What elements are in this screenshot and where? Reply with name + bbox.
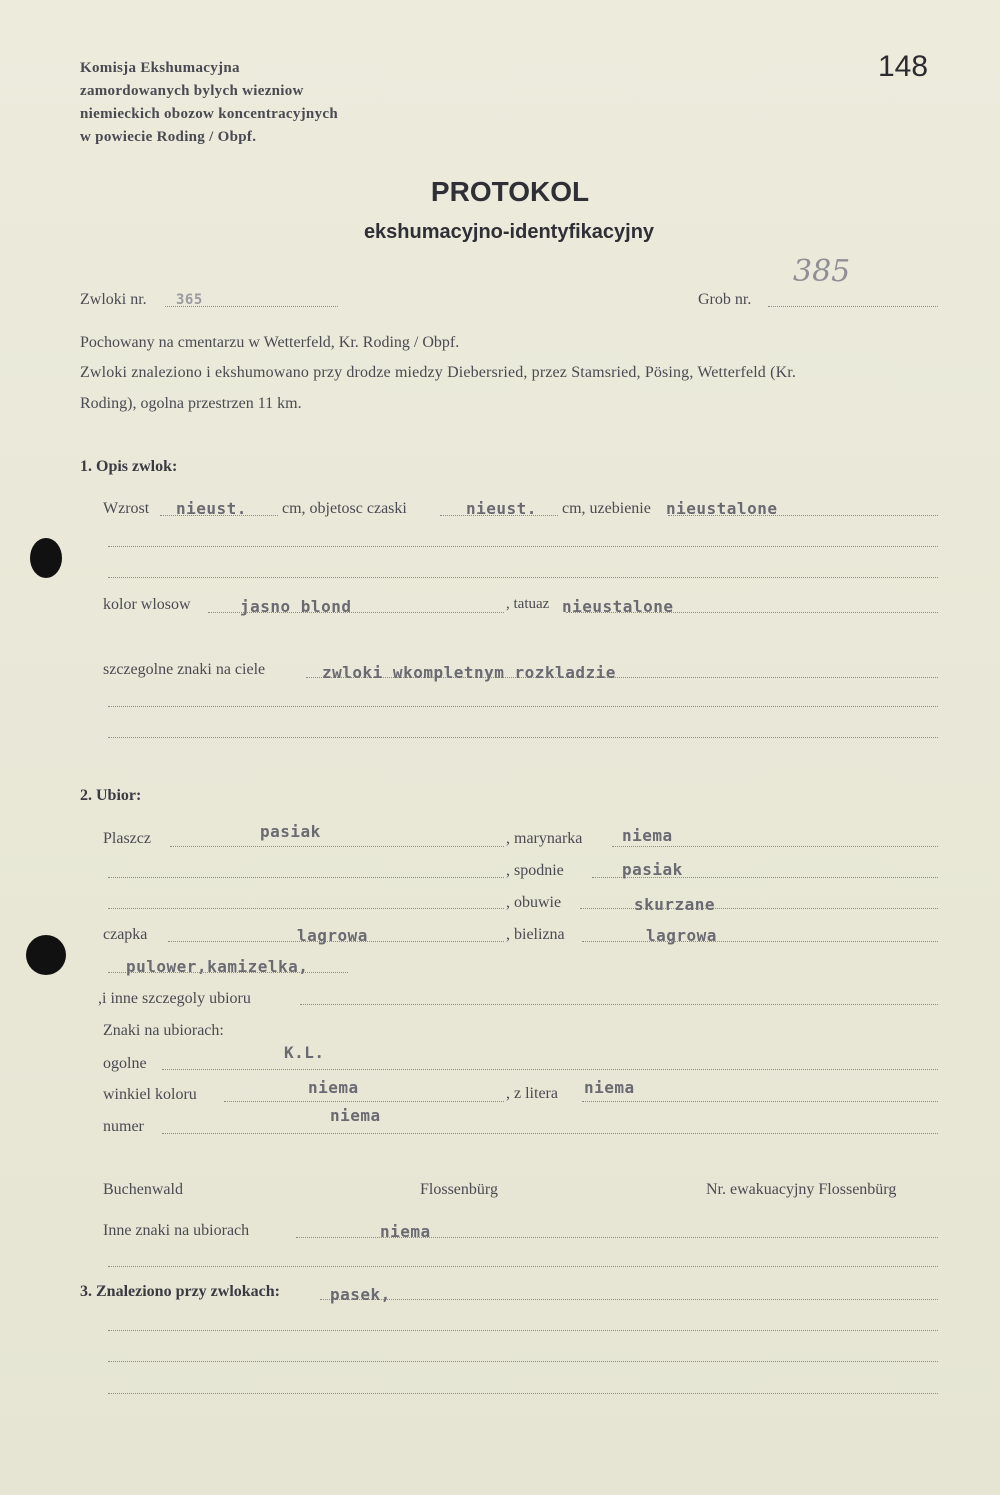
header-line-2: zamordowanych bylych wiezniow <box>80 83 304 99</box>
commission-header <box>80 57 338 149</box>
winkiel-line <box>224 1101 504 1102</box>
znaleziono-line-4 <box>108 1393 938 1394</box>
znaleziono-line-2 <box>108 1330 938 1331</box>
uzebienie-value: nieustalone <box>666 499 778 518</box>
opis-line-2 <box>108 546 938 547</box>
grob-line <box>768 306 938 307</box>
inne-znaki-label: Inne znaki na ubiorach <box>103 1222 250 1239</box>
spodnie-value: pasiak <box>622 860 683 879</box>
znaki-na-ubiorach-heading: Znaki na ubiorach: <box>103 1022 224 1039</box>
inne-szczegoly-value: pulower,kamizelka, <box>126 957 309 976</box>
punch-hole-bottom <box>26 935 66 975</box>
intro-line-1: Pochowany na cmentarzu w Wetterfeld, Kr. Roding / Obpf. <box>80 334 460 351</box>
obuwie-label: , obuwie <box>506 894 562 911</box>
litera-label: , z litera <box>506 1085 558 1102</box>
section-1-heading: 1. Opis zwlok: <box>80 458 178 475</box>
numer-value: niema <box>330 1106 381 1125</box>
bielizna-label: , bielizna <box>506 926 565 943</box>
bielizna-value: lagrowa <box>646 926 717 945</box>
plaszcz-value: pasiak <box>260 822 321 841</box>
ogolne-label: ogolne <box>103 1055 147 1072</box>
intro-line-2: Zwloki znaleziono i ekshumowano przy drodze miedzy Diebersried, przez Stamsried, Pösing, Wetterfeld (Kr. <box>80 364 797 381</box>
plaszcz-line-2 <box>108 877 504 878</box>
czapka-value: lagrowa <box>297 926 368 945</box>
czapka-label: czapka <box>103 926 148 943</box>
marynarka-line <box>612 846 938 847</box>
ogolne-value: K.L. <box>284 1043 325 1062</box>
kolor-wlosow-label: kolor wlosow <box>103 596 191 613</box>
marynarka-label: , marynarka <box>506 830 583 847</box>
znaleziono-line <box>320 1299 938 1300</box>
punch-hole-top <box>30 538 62 578</box>
tatuaz-label: , tatuaz <box>506 596 550 612</box>
wzrost-value: nieust. <box>176 499 247 518</box>
znaki-line-3 <box>108 737 938 738</box>
cm-uzebienie-label: cm, uzebienie <box>562 500 651 517</box>
znaki-line-2 <box>108 706 938 707</box>
numer-line <box>162 1133 938 1134</box>
znaki-na-ciele-value: zwloki wkompletnym rozkladzie <box>322 663 616 682</box>
flossenburg-label: Flossenbürg <box>420 1181 498 1198</box>
winkiel-label: winkiel koloru <box>103 1086 197 1103</box>
marynarka-value: niema <box>622 826 673 845</box>
document-title: PROTOKOL <box>430 176 590 207</box>
obuwie-value: skurzane <box>634 895 716 914</box>
spodnie-label: , spodnie <box>506 862 564 879</box>
inne-szczegoly-label: ,i inne szczegoly ubioru <box>98 990 251 1007</box>
kolor-wlosow-value: jasno blond <box>240 597 352 616</box>
tatuaz-value: nieustalone <box>562 597 674 616</box>
plaszcz-label: Plaszcz <box>103 830 151 847</box>
czaski-value: nieust. <box>466 499 537 518</box>
header-line-3: niemieckich obozow koncentracyjnych <box>80 106 338 122</box>
document-subtitle: ekshumacyjno-identyfikacyjny <box>363 221 655 243</box>
buchenwald-label: Buchenwald <box>103 1181 183 1198</box>
page-number: 148 <box>878 50 929 83</box>
section-2-heading: 2. Ubior: <box>80 787 142 804</box>
wzrost-label: Wzrost <box>103 500 150 517</box>
bielizna-line <box>582 941 938 942</box>
znaki-na-ciele-label: szczegolne znaki na ciele <box>103 661 266 678</box>
ewakuacyjny-label: Nr. ewakuacyjny Flossenbürg <box>706 1181 897 1198</box>
znaleziono-value: pasek, <box>330 1285 391 1304</box>
intro-line-3: Roding), ogolna przestrzen 11 km. <box>80 395 302 412</box>
plaszcz-line-3 <box>108 908 504 909</box>
winkiel-value: niema <box>308 1078 359 1097</box>
znaleziono-line-3 <box>108 1361 938 1362</box>
cm-czaski-label: cm, objetosc czaski <box>282 500 407 517</box>
inne-znaki-line-2 <box>108 1266 938 1267</box>
opis-line-3 <box>108 577 938 578</box>
litera-line <box>582 1101 938 1102</box>
section-3-heading: 3. Znaleziono przy zwlokach: <box>80 1283 280 1300</box>
ogolne-line <box>162 1069 938 1070</box>
inne-znaki-value: niema <box>380 1222 431 1241</box>
litera-value: niema <box>584 1078 635 1097</box>
header-line-1: Komisja Ekshumacyjna <box>80 60 240 76</box>
header-line-4: w powiecie Roding / Obpf. <box>80 129 257 145</box>
inne-szczegoly-line-upper <box>108 972 348 973</box>
grob-value: 385 <box>793 254 851 289</box>
plaszcz-line <box>170 846 504 847</box>
inne-szczegoly-line <box>300 1004 938 1005</box>
numer-label: numer <box>103 1118 144 1135</box>
grob-label: Grob nr. <box>698 291 752 308</box>
zwloki-label: Zwloki nr. <box>80 291 147 308</box>
zwloki-value: 365 <box>176 292 203 308</box>
